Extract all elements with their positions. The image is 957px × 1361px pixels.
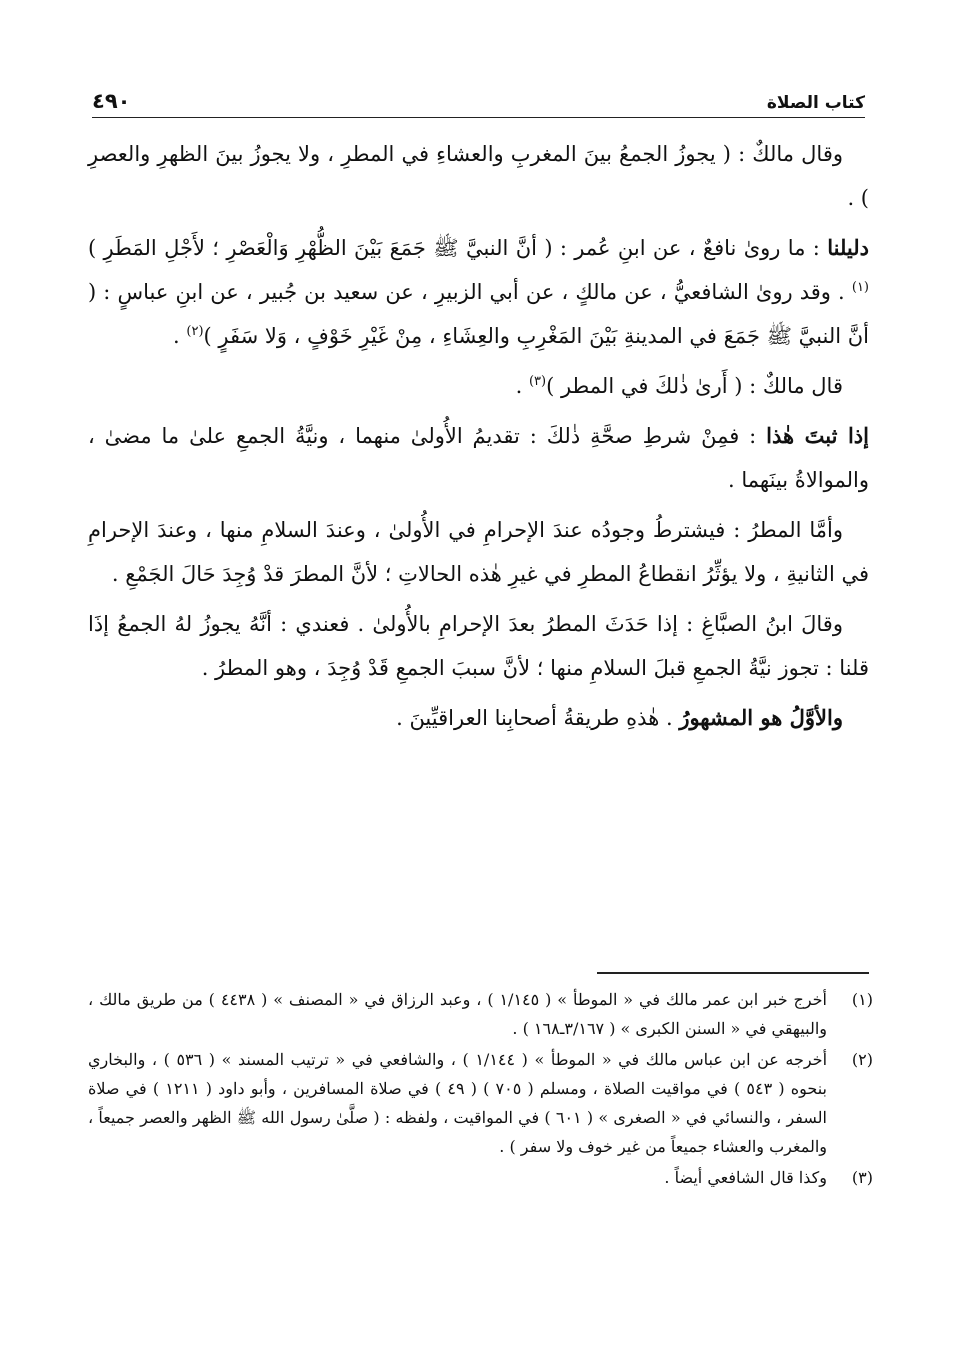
paragraph-text: وأمَّا المطرُ : فيشترطُ وجودُه عندَ الإحرامِ في الأُولىٰ ، وعندَ السلامِ منها ، وعندَ الإحرامِ في الثانيةِ ، ولا يؤثِّرُ انقطاعُ المطرِ في غيرِ هٰذه الحالاتِ ؛ لأنَّ المطرَ قدْ وُجِدَ حَالَ الجَمْعِ .	[88, 518, 869, 586]
footnote-ref-1[interactable]: (١)	[851, 280, 869, 295]
footnote-number: (٢)	[851, 1050, 873, 1069]
footnote-ref-2[interactable]: (٢)	[186, 324, 204, 339]
paragraph-text: : ما روىٰ نافعٌ ، عن ابنِ عُمر : ( أنَّ النبيَّ ﷺ جَمَعَ بَيْنَ الظُّهْرِ وَالْعَصْرِ ؛ لأَجْلِ المَطَرِ )	[88, 236, 828, 260]
paragraph-lead: والأوَّلُ هو المشهورُ	[679, 705, 843, 730]
paragraph-malik-quote	[88, 364, 869, 408]
main-text	[88, 132, 869, 746]
paragraph-conditions	[88, 414, 869, 502]
paragraph-text-continued: . وقد روىٰ الشافعيُّ ، عن مالكٍ ، عن أبي الزبيرِ ، عن سعيد بن جُبير ، عن ابنِ عباسٍ : ( أنَّ النبيَّ ﷺ جَمَعَ في المدينةِ بَيْنَ المَغْرِبِ والعِشَاءِ ، مِنْ غَيْرِ خَوْفٍ ، وَلا سَفَرٍ )	[88, 280, 869, 348]
paragraph-conclusion	[88, 696, 869, 740]
footnote-number: (٣)	[851, 1168, 873, 1187]
paragraph-text: قال مالكٌ : ( أَرىٰ ذٰلكَ في المطر )	[546, 374, 843, 398]
footnote-separator	[597, 972, 869, 974]
running-header	[92, 78, 865, 118]
footnote-text: وكذا قال الشافعي أيضاً .	[664, 1168, 827, 1187]
paragraph-lead: إذا ثبتَ هٰذا	[766, 423, 869, 448]
paragraph-evidence	[88, 226, 869, 358]
footnote-text: أخرجه عن ابن عباس مالك في « الموطأ » ( ١/١٤٤ ) ، والشافعي في « ترتيب المسند » ( ٥٣٦ ) ، والبخاري بنحوه ( ٥٤٣ ) في مواقيت الصلاة ، ومسلم ( ٧٠٥ ) ( ٤٩ ) في صلاة المسافرين ، وأبو داود ( ١٢١١ ) في صلاة السفر ، والنسائي في « الصغرى » ( ٦٠١ ) في المواقيت ، ولفظه : ( صلَّىٰ رسول الله ﷺ الظهر والعصر جميعاً ، والمغرب والعشاء جميعاً من غير خوف ولا سفر ) .	[88, 1050, 828, 1156]
book-title: كتاب الصلاة	[766, 93, 865, 113]
page-number: ٤٩٠	[92, 89, 131, 113]
paragraph-text: . هٰذهِ طريقةُ أصحابِنا العراقيِّينَ .	[396, 706, 680, 730]
footnote-3	[88, 1163, 873, 1192]
paragraph-ibn-sabbagh	[88, 602, 869, 690]
paragraph-text-end: .	[515, 374, 529, 398]
footnote-ref-3[interactable]: (٣)	[528, 374, 547, 389]
paragraph-malik-view	[88, 132, 869, 220]
footnotes	[88, 985, 873, 1194]
paragraph-text: : فمِنْ شرطِ صحَّةِ ذٰلكَ : تقديمُ الأُولىٰ منهما ، ونيَّةُ الجمعِ علىٰ ما مضىٰ ، والموالاةُ بينَهما .	[88, 424, 869, 492]
paragraph-text: وقال مالكٌ : ( يجوزُ الجمعُ بينَ المغربِ والعشاءِ في المطرِ ، ولا يجوزُ بينَ الظهرِ والعصرِ ) .	[88, 142, 869, 210]
footnote-2	[88, 1045, 873, 1161]
paragraph-text-end: .	[173, 324, 187, 348]
paragraph-lead: دليلنا	[827, 235, 869, 260]
footnote-text: أخرج خبر ابن عمر مالك في « الموطأ » ( ١/١٤٥ ) ، وعبد الرزاق في « المصنف » ( ٤٤٣٨ ) من طريق مالك ، والبيهقي في « السنن الكبرى » ( ٣/١٦٧ـ١٦٨ ) .	[88, 990, 827, 1038]
footnote-1	[88, 985, 873, 1043]
paragraph-text: وقالَ ابنُ الصبَّاغِ : إذا حَدَثَ المطرُ بعدَ الإحرامِ بالأُولىٰ . فعندي : أنَّهُ يجوزُ لهُ الجمعُ إذَا قلنا : تجوز نيَّةُ الجمعِ قبلَ السلامِ منها ؛ لأنَّ سببَ الجمعِ قَدْ وُجِدَ ، وهو المطرُ .	[88, 612, 869, 680]
footnote-number: (١)	[851, 990, 873, 1009]
paragraph-rain-condition	[88, 508, 869, 596]
